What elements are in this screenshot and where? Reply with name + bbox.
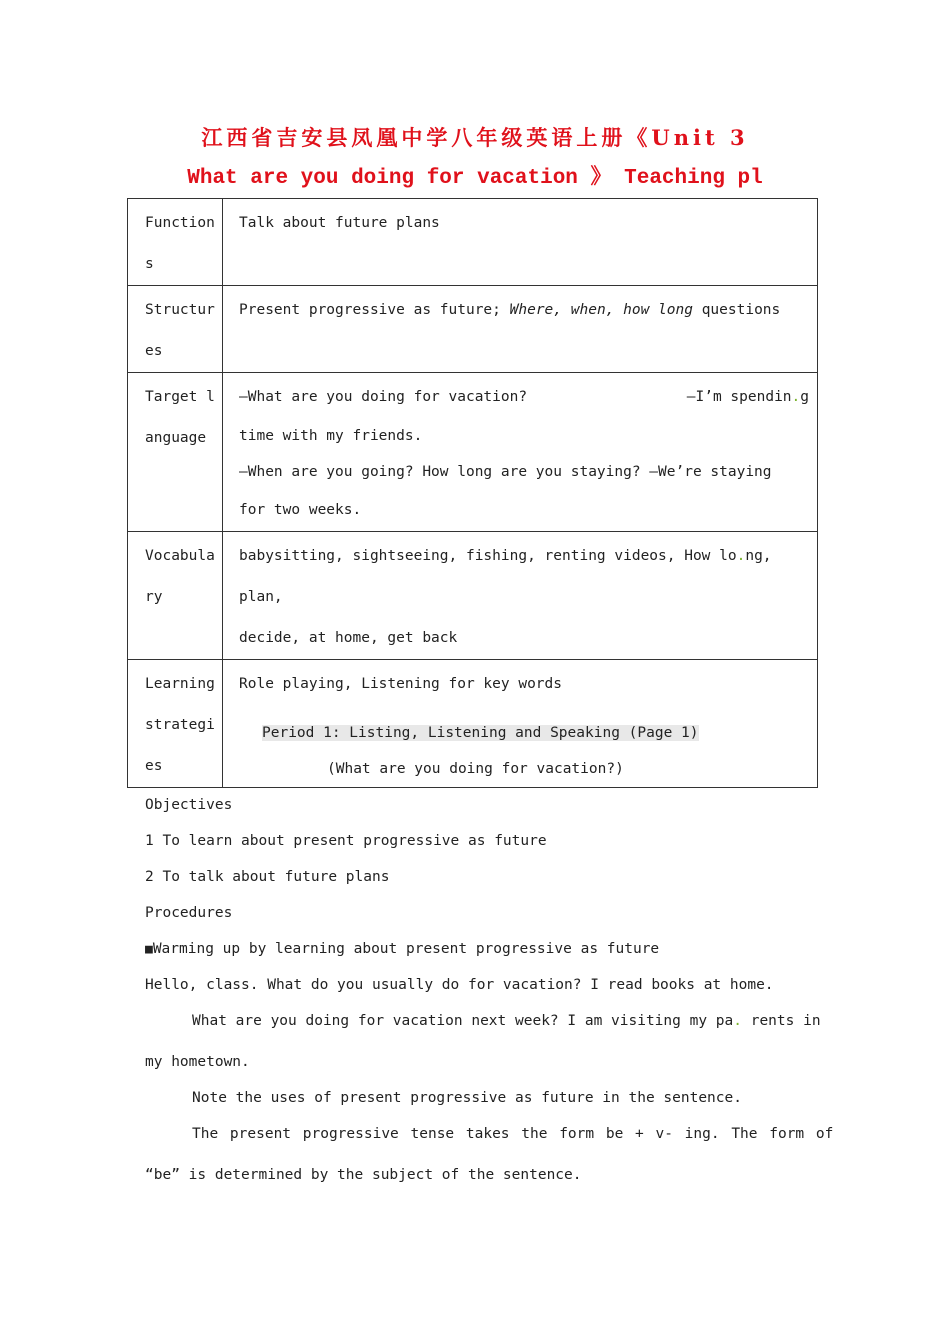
marker-dot: . (736, 548, 746, 564)
functions-label: Functions (145, 215, 215, 272)
structures-label: Structures (145, 302, 215, 359)
warmup-text: Warming up by learning about present progressive as future (152, 941, 660, 957)
plan-table (127, 198, 818, 788)
target-q1: —What are you doing for vacation? (239, 389, 528, 405)
marker-dot: . (791, 389, 801, 405)
objectives-heading: Objectives (145, 797, 233, 813)
target-language-label: Target language (145, 389, 215, 446)
paragraph-4: The present progressive tense takes the form be + v- ing. The form of (192, 1126, 834, 1142)
period-heading: Period 1: Listing, Listening and Speaking (Page 1) (262, 725, 699, 741)
square-bullet-icon: ■ (145, 942, 153, 957)
learning-strategies-content: Role playing, Listening for key words (239, 676, 563, 692)
paragraph-1: Hello, class. What do you usually do for vacation? I read books at home. (145, 977, 774, 993)
warmup-line (145, 941, 659, 957)
table-row-structures (128, 286, 818, 373)
procedures-heading: Procedures (145, 905, 233, 921)
objective-2: 2 To talk about future plans (145, 869, 390, 885)
target-language-content (223, 373, 817, 531)
functions-content: Talk about future plans (239, 215, 440, 231)
marker-dot: . (733, 1013, 742, 1029)
vocab-line-2: decide, at home, get back (239, 630, 458, 646)
vocab-line-1a: babysitting, sightseeing, fishing, renting videos, How lo (239, 548, 737, 564)
structures-plain: Present progressive as future; (239, 302, 501, 318)
document-title-line-1: 江西省吉安县凤凰中学八年级英语上册《Unit 3 (201, 125, 749, 150)
paragraph-4-cont: “be” is determined by the subject of the sentence. (145, 1167, 582, 1183)
target-a1-end: g (800, 389, 809, 405)
table-row-target-language (128, 373, 818, 532)
paragraph-2b: rents in (750, 1013, 821, 1029)
paragraph-2 (192, 1013, 821, 1029)
document-title-line-2: What are you doing for vacation 》 Teaching pl (187, 167, 763, 190)
paragraph-2a: What are you doing for vacation next week? I am visiting my pa (192, 1013, 734, 1029)
paragraph-2-cont: my hometown. (145, 1054, 250, 1070)
structures-italic: Where, when, how long (509, 302, 693, 318)
target-q2-cont: for two weeks. (239, 502, 362, 518)
objective-1: 1 To learn about present progressive as future (145, 833, 547, 849)
target-a1: —I’m spendin (686, 389, 792, 405)
structures-tail: questions (701, 302, 781, 318)
table-row-vocabulary (128, 532, 818, 660)
vocab-line-1b: ng, plan, (239, 548, 772, 605)
learning-strategies-label: Learning strategies (145, 676, 215, 774)
table-row-functions (128, 199, 818, 286)
target-q2: —When are you going? How long are you staying? —We’re staying (239, 464, 772, 480)
structures-content (223, 286, 817, 331)
vocabulary-label: Vocabulary (145, 548, 215, 605)
vocabulary-content (223, 532, 817, 659)
period-subheading: (What are you doing for vacation?) (327, 761, 624, 777)
target-a1-cont: time with my friends. (239, 428, 423, 444)
paragraph-3: Note the uses of present progressive as future in the sentence. (192, 1090, 742, 1106)
